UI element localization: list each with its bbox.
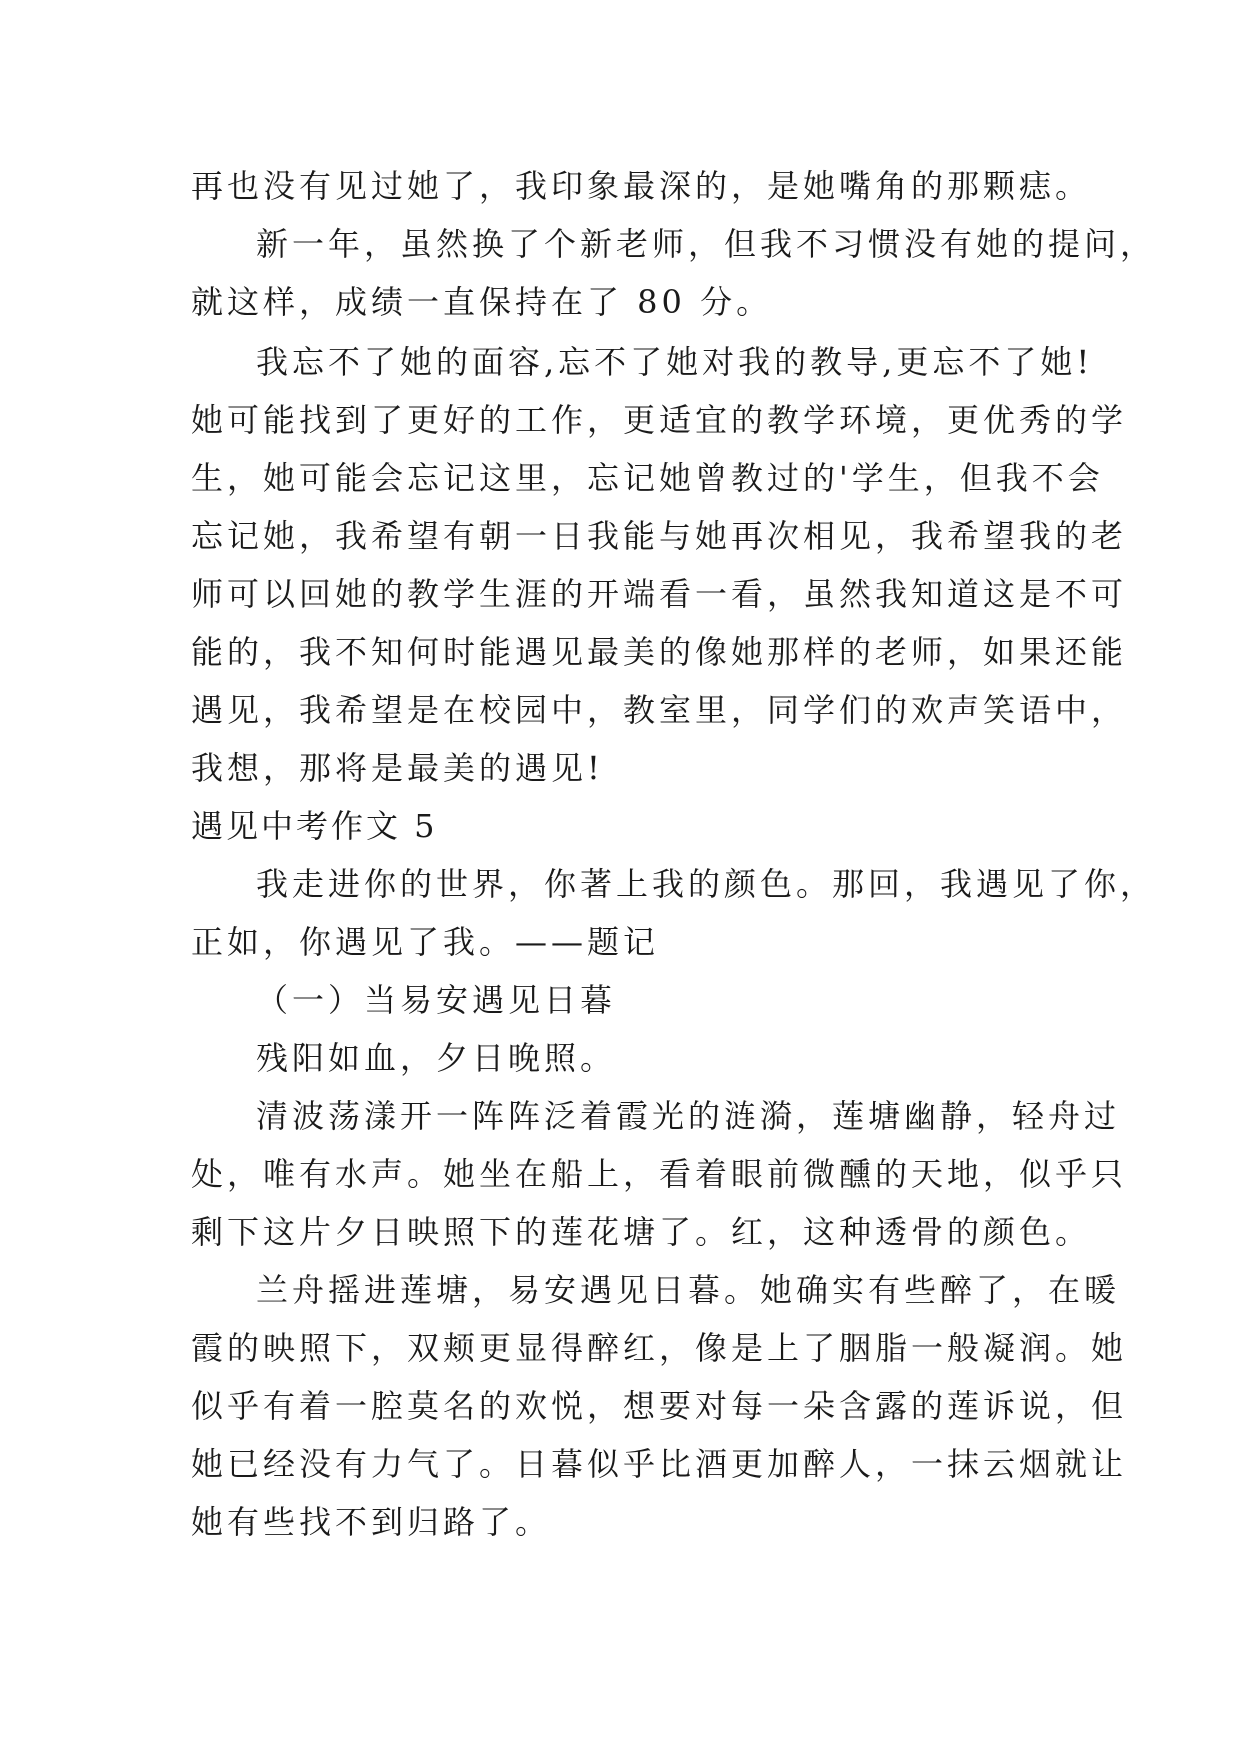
- section-heading: 遇见中考作文 5: [191, 807, 438, 845]
- text-line: 她可能找到了更好的工作，更适宜的教学环境，更优秀的学: [191, 401, 1128, 439]
- text-line: 处，唯有水声。她坐在船上，看着眼前微醺的天地，似乎只: [191, 1155, 1128, 1193]
- text-line: 残阳如血，夕日晚照。: [256, 1039, 617, 1077]
- text-line: 剩下这片夕日映照下的莲花塘了。红，这种透骨的颜色。: [191, 1213, 1092, 1251]
- text-line: 她有些找不到归路了。: [191, 1503, 552, 1541]
- text-line: 清波荡漾开一阵阵泛着霞光的涟漪，莲塘幽静，轻舟过: [256, 1097, 1121, 1135]
- text-line: 正如，你遇见了我。——题记: [191, 923, 660, 961]
- text-line: 再也没有见过她了，我印象最深的，是她嘴角的那颗痣。: [191, 167, 1092, 205]
- text-line: 似乎有着一腔莫名的欢悦，想要对每一朵含露的莲诉说，但: [191, 1387, 1128, 1425]
- text-line: 她已经没有力气了。日暮似乎比酒更加醉人，一抹云烟就让: [191, 1445, 1128, 1483]
- text-line: 我忘不了她的面容,忘不了她对我的教导,更忘不了她!: [256, 343, 1094, 381]
- text-line: 师可以回她的教学生涯的开端看一看，虽然我知道这是不可: [191, 575, 1128, 613]
- text-line: 我想，那将是最美的遇见!: [191, 749, 604, 787]
- text-line: 新一年，虽然换了个新老师，但我不习惯没有她的提问，: [256, 225, 1157, 263]
- text-line: 霞的映照下，双颊更显得醉红，像是上了胭脂一般凝润。她: [191, 1329, 1128, 1367]
- text-line: 遇见，我希望是在校园中，教室里，同学们的欢声笑语中，: [191, 691, 1128, 729]
- subsection-heading: （一）当易安遇见日暮: [256, 981, 617, 1019]
- text-line: 能的，我不知何时能遇见最美的像她那样的老师，如果还能: [191, 633, 1128, 671]
- text-line: 生，她可能会忘记这里，忘记她曾教过的'学生，但我不会: [191, 459, 1104, 497]
- text-line: 兰舟摇进莲塘，易安遇见日暮。她确实有些醉了，在暖: [256, 1271, 1121, 1309]
- text-line: 就这样，成绩一直保持在了 80 分。: [191, 283, 773, 321]
- text-line: 忘记她，我希望有朝一日我能与她再次相见，我希望我的老: [191, 517, 1128, 555]
- text-line: 我走进你的世界，你著上我的颜色。那回，我遇见了你，: [256, 865, 1157, 903]
